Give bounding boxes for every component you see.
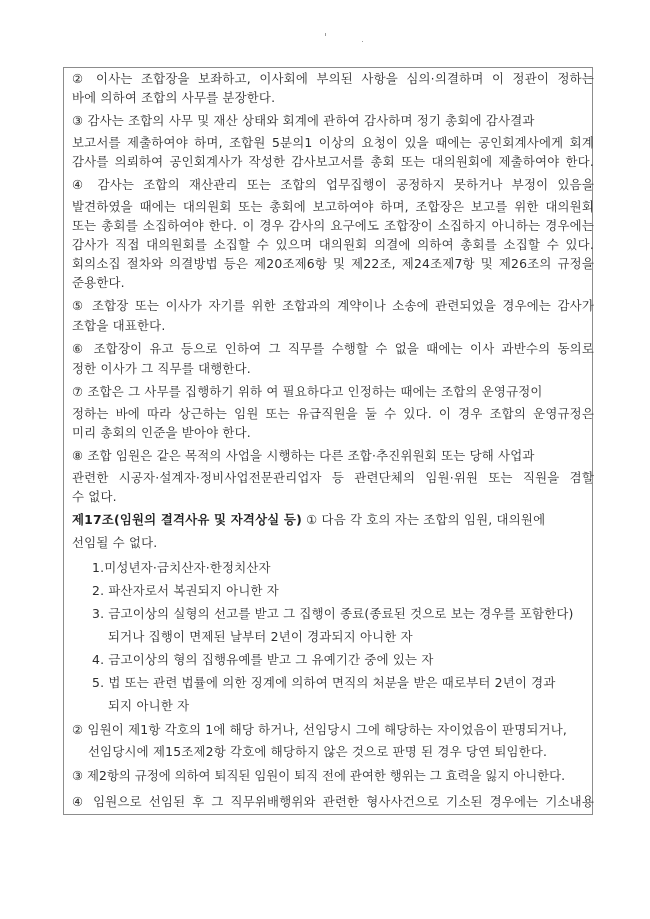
text-line: ⑧ 조합 임원은 같은 목적의 사업을 시행하는 다른 조합·추진위원회 또는 당해 사업과	[72, 448, 535, 463]
text-line: 정하는 바에 따라 상근하는 임원 또는 유급직원을 둘 수 있다. 이 경우 조합의 운영규정은	[72, 406, 594, 421]
text-line: 선임될 수 없다.	[72, 535, 158, 550]
text-line: 또는 총회를 소집하여야 한다. 이 경우 감사의 요구에도 조합장이 소집하지 아니하는 경우에는	[72, 218, 594, 233]
text-line: ③ 감사는 조합의 사무 및 재산 상태와 회계에 관하여 감사하며 정기 총회에 감사결과	[72, 113, 535, 128]
text-line: 선임당시에 제15조제2항 각호에 해당하지 않은 것으로 판명 된 경우 당연 퇴임한다.	[88, 744, 548, 759]
article-17-paragraph-1: ① 다음 각 호의 자는 조합의 임원, 대의원에	[301, 512, 546, 527]
list-item: 1.미성년자·금치산자·한정치산자	[92, 560, 271, 575]
text-line: 정한 이사가 그 직무를 대행한다.	[72, 361, 251, 376]
text-line: 회의소집 절차와 의결방법 등은 제20조제6항 및 제22조, 제24조제7항 및 제26조의 규정을	[72, 256, 594, 271]
list-item: 5. 법 또는 관련 법률에 의한 징계에 의하여 면직의 처분을 받은 때로부터 2년이 경과	[92, 675, 556, 690]
text-line: 조합을 대표한다.	[72, 318, 166, 333]
text-line: ③ 제2항의 규정에 의하여 퇴직된 임원이 퇴직 전에 관여한 행위는 그 효력을 잃지 아니한다.	[72, 768, 566, 783]
list-item-continuation: 되지 아니한 자	[108, 698, 190, 713]
article-heading: 제17조(임원의 결격사유 및 자격상실 등)	[72, 512, 302, 527]
article-17-first-line	[72, 512, 545, 528]
scan-speck	[325, 33, 326, 36]
list-item: 4. 금고이상의 형의 집행유예를 받고 그 유예기간 중에 있는 자	[92, 652, 434, 667]
text-line: ④ 임원으로 선임된 후 그 직무위배행위와 관련한 형사사건으로 기소된 경우에는 기소내용	[72, 794, 594, 809]
text-line: ⑥ 조합장이 유고 등으로 인하여 그 직무를 수행할 수 없을 때에는 이사 과반수의 동의로	[72, 341, 594, 356]
text-line: 감사를 의뢰하여 공인회계사가 작성한 감사보고서를 총회 또는 대의원회에 제출하여야 한다.	[72, 154, 594, 169]
text-line: 바에 의하여 조합의 사무를 분장한다.	[72, 90, 276, 105]
text-line: 관련한 시공자·설계자·정비사업전문관리업자 등 관련단체의 임원·위원 또는 직원을 겸할	[72, 470, 594, 485]
scan-speck	[362, 41, 363, 42]
text-line: ② 임원이 제1항 각호의 1에 해당 하거나, 선임당시 그에 해당하는 자이었음이 판명되거나,	[72, 722, 568, 737]
text-line: ⑦ 조합은 그 사무를 집행하기 위하 여 필요하다고 인정하는 때에는 조합의 운영규정이	[72, 384, 543, 399]
text-line: 미리 총회의 인준을 받아야 한다.	[72, 425, 251, 440]
text-line: ④ 감사는 조합의 재산관리 또는 조합의 업무집행이 공정하지 못하거나 부정이 있음을	[72, 177, 594, 192]
list-item: 2. 파산자로서 복권되지 아니한 자	[92, 583, 279, 598]
text-line: 발견하였을 때에는 대의원회 또는 총회에 보고하여야 하며, 조합장은 보고를 위한 대의원회	[72, 199, 594, 214]
document-frame	[63, 67, 593, 815]
text-line: ⑤ 조합장 또는 이사가 자기를 위한 조합과의 계약이나 소송에 관련되었을 경우에는 감사가	[72, 298, 594, 313]
list-item: 3. 금고이상의 실형의 선고를 받고 그 집행이 종료(종료된 것으로 보는 경우를 포함한다)	[92, 606, 574, 621]
list-item-continuation: 되거나 집행이 면제된 날부터 2년이 경과되지 아니한 자	[108, 629, 413, 644]
text-line: 보고서를 제출하여야 하며, 조합원 5분의1 이상의 요청이 있을 때에는 공인회계사에게 회계	[72, 135, 594, 150]
text-line: ② 이사는 조합장을 보좌하고, 이사회에 부의된 사항을 심의·의결하며 이 정관이 정하는	[72, 71, 594, 86]
text-line: 수 없다.	[72, 489, 117, 504]
text-line: 준용한다.	[72, 275, 125, 290]
text-line: 감사가 직접 대의원회를 소집할 수 있으며 대의원회 의결에 의하여 총회를 소집할 수 있다.	[72, 237, 594, 252]
